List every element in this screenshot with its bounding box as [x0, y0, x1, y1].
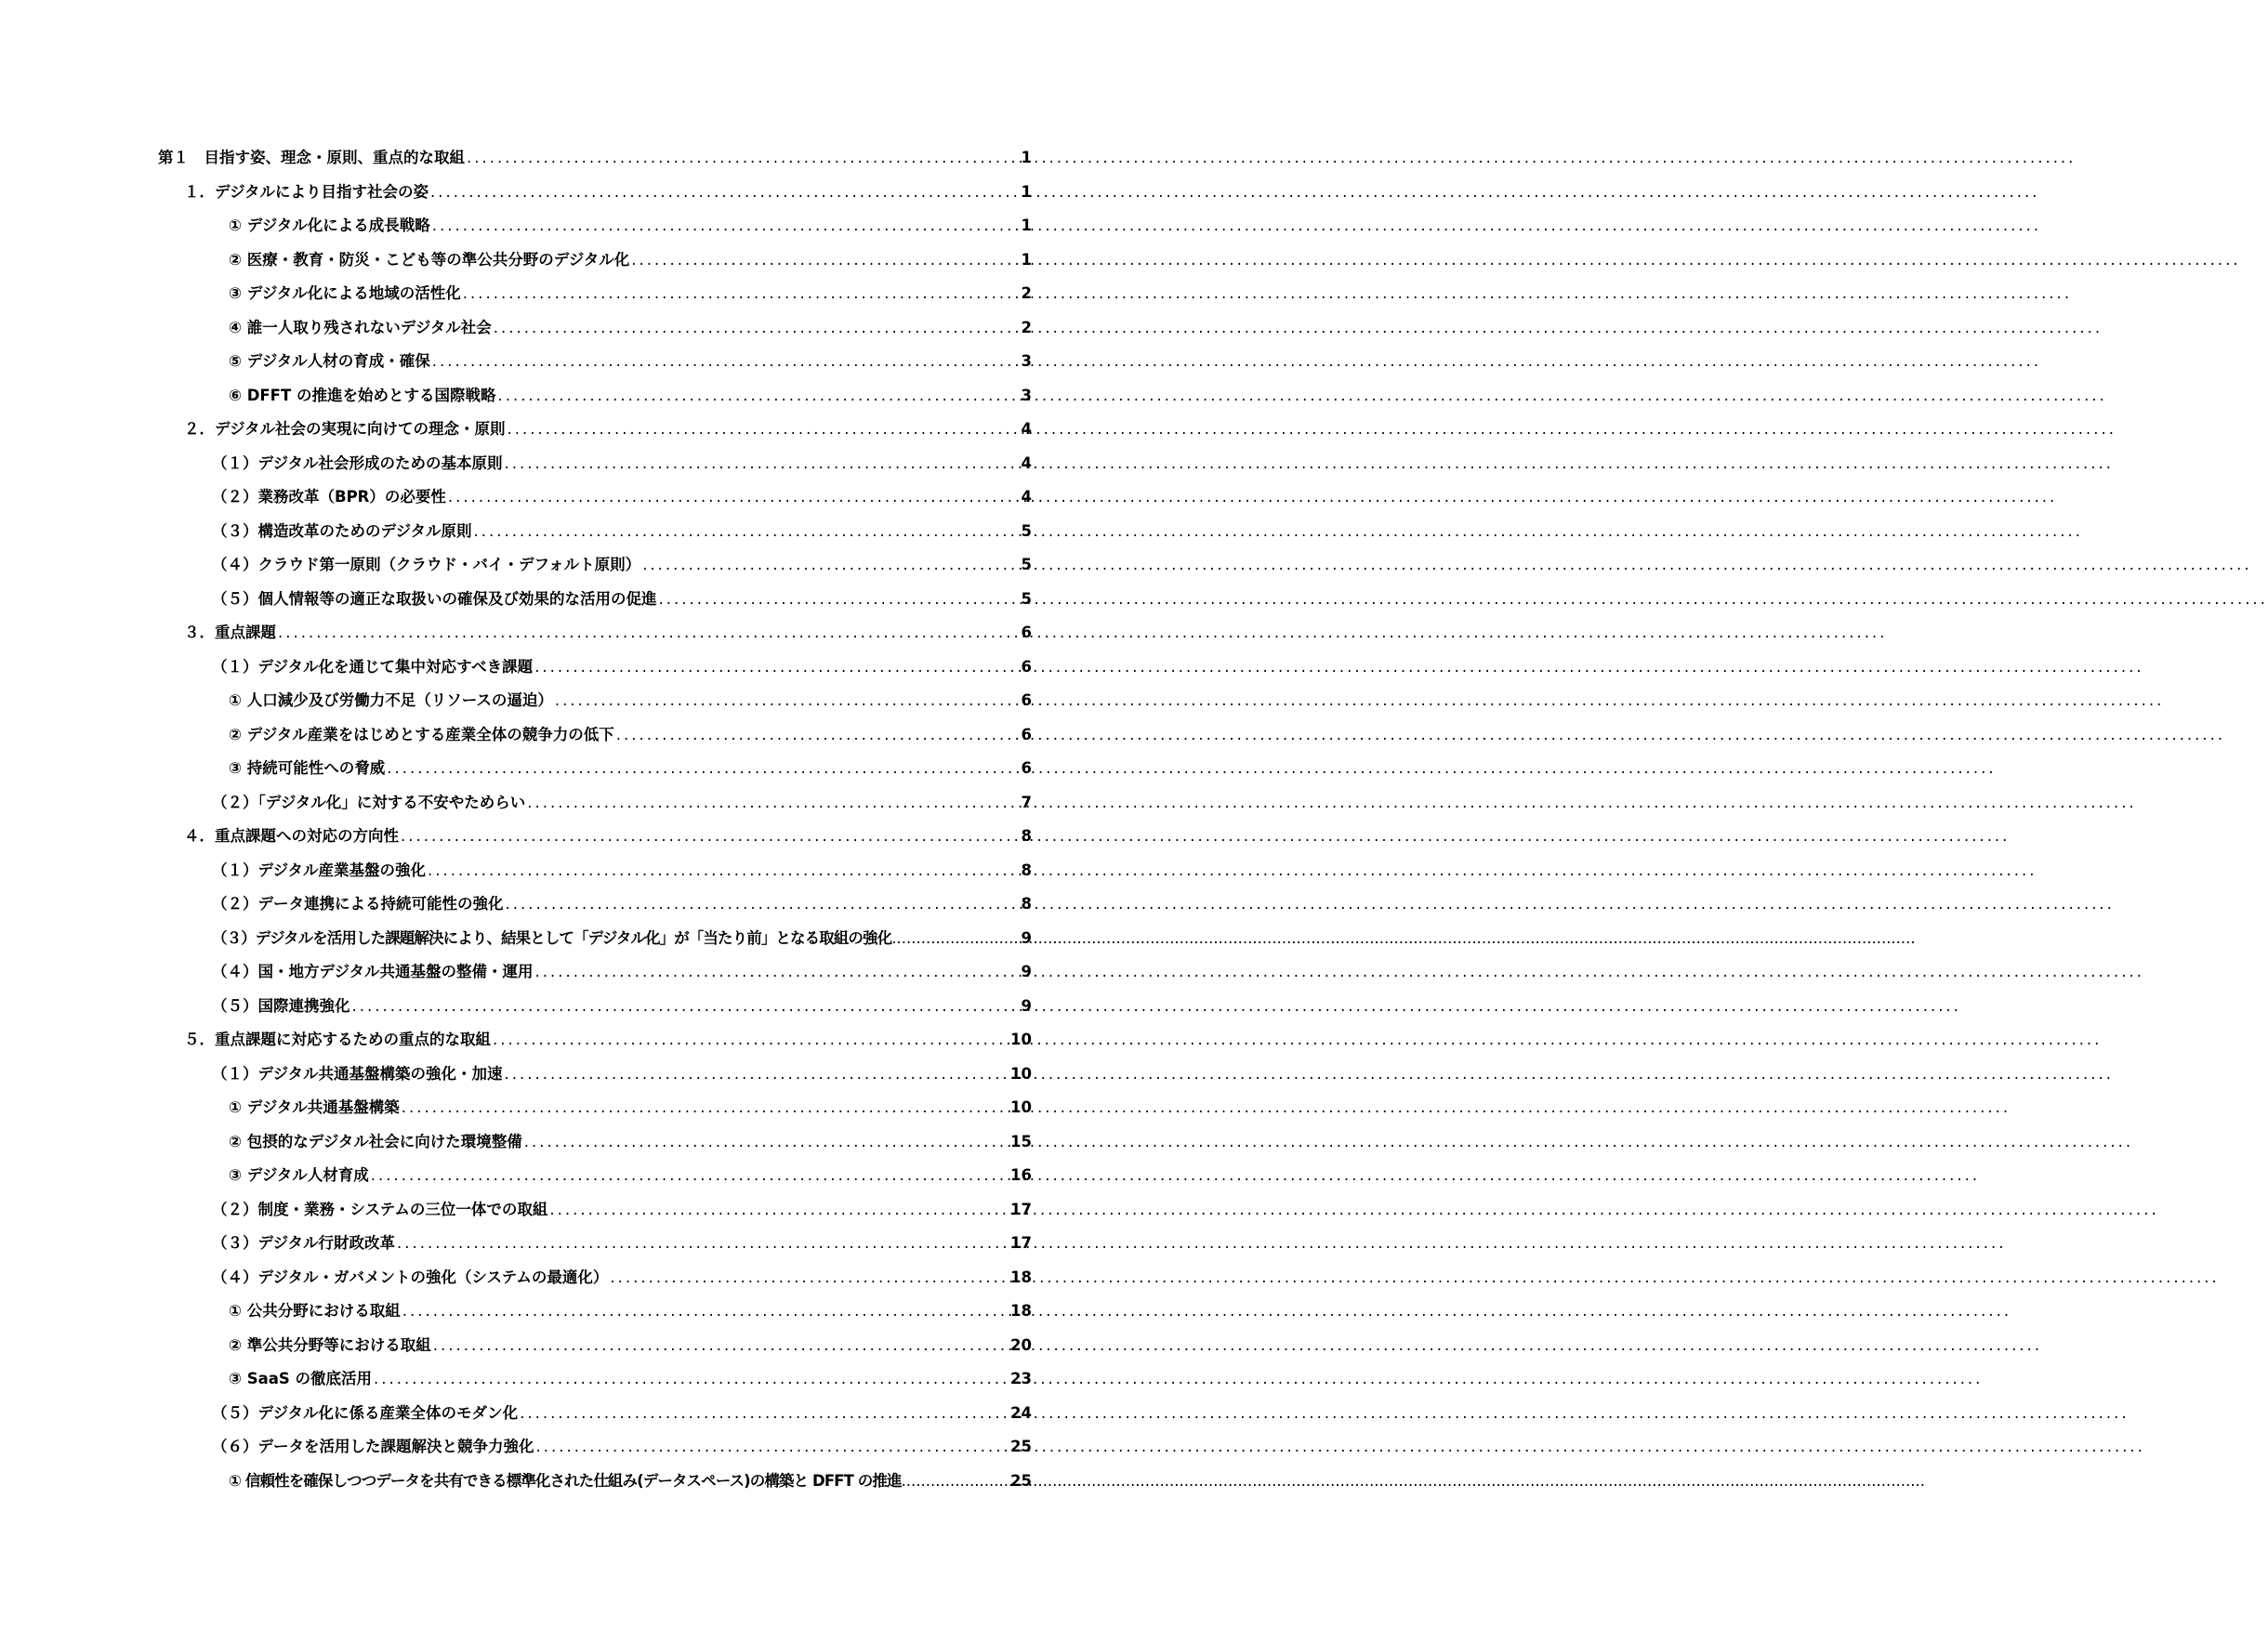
toc-entry-title: ③ デジタル人材育成 — [229, 1166, 369, 1184]
toc-entry[interactable] — [158, 820, 1032, 854]
toc-entry-title: （６）データを活用した課題解決と競争力強化 — [212, 1438, 534, 1455]
toc-leader-dots — [536, 1430, 1009, 1465]
toc-entry[interactable] — [158, 1397, 1032, 1431]
toc-leader-dots — [467, 141, 1019, 176]
toc-entry-title: ③ デジタル化による地域の活性化 — [229, 284, 461, 302]
toc-entry-page: 6 — [1021, 759, 1032, 777]
toc-leader-dots — [494, 311, 1019, 346]
toc-entry-title: （１）デジタル社会形成のための基本原則 — [212, 454, 503, 472]
toc-entry-page: 10 — [1010, 1098, 1032, 1116]
toc-entry-title: ② デジタル産業をはじめとする産業全体の競争力の低下 — [229, 725, 614, 743]
toc-entry-title: （３）デジタル行財政改革 — [212, 1234, 396, 1252]
toc-entry[interactable] — [158, 345, 1032, 379]
toc-leader-dots — [430, 176, 1019, 210]
toc-leader-dots — [549, 1193, 1009, 1228]
toc-entry-page: 4 — [1021, 488, 1032, 506]
toc-entry-title: （１）デジタル化を通じて集中対応すべき課題 — [212, 657, 534, 676]
toc-entry-title: （３）デジタルを活用した課題解決により、結果として「デジタル化」が「当たり前」となる取組の強化 — [212, 928, 892, 947]
toc-entry[interactable] — [158, 141, 1032, 176]
toc-entry[interactable] — [158, 583, 1032, 617]
toc-entry-page: 7 — [1021, 793, 1032, 811]
toc-entry-page: 24 — [1010, 1403, 1032, 1422]
toc-leader-dots — [505, 447, 1019, 481]
toc-entry-page: 2 — [1021, 318, 1032, 336]
toc-entry-page: 4 — [1021, 454, 1032, 472]
toc-entry[interactable] — [158, 786, 1032, 821]
toc-leader-dots — [505, 1058, 1009, 1092]
toc-entry-title: （２）業務改革（BPR）の必要性 — [212, 488, 446, 506]
toc-entry-title: （４）国・地方デジタル共通基盤の整備・運用 — [212, 963, 534, 980]
toc-entry[interactable] — [158, 651, 1032, 685]
toc-entry[interactable] — [158, 922, 1032, 956]
toc-entry-title: （３）構造改革のためのデジタル原則 — [212, 521, 472, 540]
toc-entry-page: 5 — [1021, 521, 1032, 540]
toc-entry-title: （４）デジタル・ガバメントの強化（システムの最適化） — [212, 1268, 609, 1286]
toc-entry[interactable] — [158, 1193, 1032, 1228]
toc-entry[interactable] — [158, 718, 1032, 753]
toc-leader-dots — [432, 209, 1019, 243]
toc-entry[interactable] — [158, 887, 1032, 922]
toc-entry[interactable] — [158, 277, 1032, 311]
toc-leader-dots — [401, 820, 1019, 854]
toc-entry-title: ３．重点課題 — [184, 624, 276, 641]
toc-leader-dots — [397, 1227, 1009, 1261]
toc-entry[interactable] — [158, 1362, 1032, 1397]
table-of-contents — [158, 141, 1032, 1498]
toc-entry-title: （２）制度・業務・システムの三位一体での取組 — [212, 1200, 548, 1218]
toc-entry-page: 15 — [1010, 1132, 1032, 1150]
toc-entry[interactable] — [158, 515, 1032, 549]
toc-entry[interactable] — [158, 1430, 1032, 1465]
toc-entry-page: 2 — [1021, 284, 1032, 302]
toc-entry-page: 6 — [1021, 725, 1032, 743]
toc-entry[interactable] — [158, 413, 1032, 447]
toc-leader-dots — [631, 243, 1019, 278]
toc-leader-dots — [506, 887, 1020, 922]
toc-leader-dots — [371, 1159, 1009, 1193]
toc-entry-title: （４）クラウド第一原則（クラウド・バイ・デフォルト原則） — [212, 556, 641, 573]
toc-leader-dots — [902, 1465, 1009, 1499]
toc-entry-title: １．デジタルにより目指す社会の姿 — [184, 182, 429, 201]
toc-entry-page: 4 — [1021, 420, 1032, 438]
toc-entry-title: ② 準公共分野等における取組 — [229, 1335, 431, 1354]
toc-entry-page: 8 — [1021, 895, 1032, 913]
toc-entry-title: ① デジタル共通基盤構築 — [229, 1098, 400, 1116]
toc-entry-page: 25 — [1010, 1471, 1032, 1490]
toc-leader-dots — [352, 990, 1020, 1024]
toc-entry-title: （５）デジタル化に係る産業全体のモダン化 — [212, 1403, 519, 1422]
toc-leader-dots — [534, 651, 1019, 685]
toc-leader-dots — [474, 515, 1019, 549]
toc-entry-page: 6 — [1021, 624, 1032, 641]
toc-entry-page: 5 — [1021, 556, 1032, 573]
toc-entry-title: （１）デジタル共通基盤構築の強化・加速 — [212, 1064, 503, 1083]
toc-entry-title: （５）国際連携強化 — [212, 996, 350, 1015]
toc-entry[interactable] — [158, 1465, 1032, 1499]
toc-leader-dots — [555, 684, 1019, 718]
toc-entry-page: 3 — [1021, 386, 1032, 404]
toc-entry[interactable] — [158, 1329, 1032, 1363]
toc-entry-page: 23 — [1010, 1370, 1032, 1387]
toc-entry[interactable] — [158, 1091, 1032, 1125]
toc-leader-dots — [428, 854, 1019, 888]
toc-entry[interactable] — [158, 1058, 1032, 1092]
toc-leader-dots — [524, 1125, 1009, 1160]
toc-entry[interactable] — [158, 752, 1032, 786]
toc-entry[interactable] — [158, 616, 1032, 651]
toc-entry-title: ④ 誰一人取り残されないデジタル社会 — [229, 318, 492, 336]
toc-entry-title: ① 人口減少及び労働力不足（リソースの逼迫） — [229, 691, 553, 709]
toc-entry[interactable] — [158, 1125, 1032, 1160]
toc-entry-title: ③ SaaS の徹底活用 — [229, 1370, 372, 1387]
toc-leader-dots — [508, 413, 1019, 447]
toc-entry[interactable] — [158, 176, 1032, 210]
toc-entry[interactable] — [158, 1295, 1032, 1329]
toc-leader-dots — [642, 548, 1019, 583]
toc-entry-page: 9 — [1021, 928, 1032, 947]
toc-leader-dots — [527, 786, 1019, 821]
toc-entry-page: 1 — [1021, 149, 1032, 166]
toc-leader-dots — [659, 583, 1020, 617]
toc-entry-title: ⑥ DFFT の推進を始めとする国際戦略 — [229, 386, 496, 404]
toc-leader-dots — [497, 379, 1019, 414]
toc-entry-page: 1 — [1021, 250, 1032, 269]
toc-entry[interactable] — [158, 854, 1032, 888]
toc-entry-title: ⑤ デジタル人材の育成・確保 — [229, 352, 430, 370]
toc-leader-dots — [387, 752, 1019, 786]
toc-entry[interactable] — [158, 1261, 1032, 1295]
toc-leader-dots — [493, 1023, 1009, 1058]
toc-entry[interactable] — [158, 379, 1032, 414]
toc-leader-dots — [448, 480, 1019, 515]
toc-entry-page: 17 — [1010, 1234, 1032, 1252]
toc-entry-title: ① 信頼性を確保しつつデータを共有できる標準化された仕組み(データスペース)の構築と DFFT の推進 — [229, 1471, 902, 1490]
toc-entry[interactable] — [158, 1023, 1032, 1058]
toc-entry-title: （２）データ連携による持続可能性の強化 — [212, 895, 504, 913]
toc-entry-page: 9 — [1021, 996, 1032, 1015]
toc-entry[interactable] — [158, 955, 1032, 990]
toc-leader-dots — [463, 277, 1019, 311]
toc-entry-page: 18 — [1010, 1268, 1032, 1286]
toc-entry-title: ① 公共分野における取組 — [229, 1302, 401, 1320]
toc-leader-dots — [433, 1329, 1009, 1363]
toc-leader-dots — [374, 1362, 1009, 1397]
toc-entry-title: ２．デジタル社会の実現に向けての理念・原則 — [184, 420, 506, 438]
toc-entry-title: （２）「デジタル化」に対する不安やためらい — [212, 793, 526, 811]
toc-entry-title: ４．重点課題への対応の方向性 — [184, 827, 399, 845]
toc-entry-page: 1 — [1021, 217, 1032, 234]
toc-entry-page: 6 — [1021, 691, 1032, 709]
toc-entry-page: 10 — [1010, 1064, 1032, 1083]
toc-entry[interactable] — [158, 684, 1032, 718]
toc-entry-page: 9 — [1021, 963, 1032, 980]
toc-entry-title: （５）個人情報等の適正な取扱いの確保及び効果的な活用の促進 — [212, 589, 657, 608]
toc-entry-title: 第１ 目指す姿、理念・原則、重点的な取組 — [158, 149, 465, 166]
toc-entry-page: 8 — [1021, 827, 1032, 845]
toc-entry[interactable] — [158, 243, 1032, 278]
toc-leader-dots — [402, 1091, 1009, 1125]
toc-entry[interactable] — [158, 1159, 1032, 1193]
toc-leader-dots — [610, 1261, 1009, 1295]
toc-entry-page: 3 — [1021, 352, 1032, 370]
toc-entry-page: 16 — [1010, 1166, 1032, 1184]
toc-entry-title: ① デジタル化による成長戦略 — [229, 217, 430, 234]
toc-leader-dots — [278, 616, 1019, 651]
toc-leader-dots — [402, 1295, 1009, 1329]
toc-leader-dots — [891, 922, 1020, 956]
toc-entry[interactable] — [158, 311, 1032, 346]
toc-entry-page: 25 — [1010, 1438, 1032, 1455]
toc-entry-page: 20 — [1010, 1335, 1032, 1354]
toc-entry-page: 6 — [1021, 657, 1032, 676]
toc-entry-title: ③ 持続可能性への脅威 — [229, 759, 386, 777]
toc-entry-page: 17 — [1010, 1200, 1032, 1218]
toc-entry-title: ② 包摂的なデジタル社会に向けた環境整備 — [229, 1132, 522, 1150]
toc-entry[interactable] — [158, 480, 1032, 515]
toc-entry[interactable] — [158, 209, 1032, 243]
toc-entry-page: 10 — [1010, 1031, 1032, 1048]
toc-entry-title: （１）デジタル産業基盤の強化 — [212, 861, 427, 879]
toc-leader-dots — [535, 955, 1019, 990]
toc-entry-page: 18 — [1010, 1302, 1032, 1320]
toc-entry-page: 1 — [1021, 182, 1032, 201]
toc-entry-page: 8 — [1021, 861, 1032, 879]
toc-entry[interactable] — [158, 990, 1032, 1024]
toc-entry-page: 5 — [1021, 589, 1032, 608]
toc-leader-dots — [616, 718, 1019, 753]
toc-entry[interactable] — [158, 1227, 1032, 1261]
toc-entry-title: ② 医療・教育・防災・こども等の準公共分野のデジタル化 — [229, 250, 630, 269]
toc-entry[interactable] — [158, 447, 1032, 481]
toc-leader-dots — [432, 345, 1019, 379]
toc-leader-dots — [520, 1397, 1009, 1431]
toc-entry-title: ５．重点課題に対応するための重点的な取組 — [184, 1031, 491, 1048]
toc-entry[interactable] — [158, 548, 1032, 583]
